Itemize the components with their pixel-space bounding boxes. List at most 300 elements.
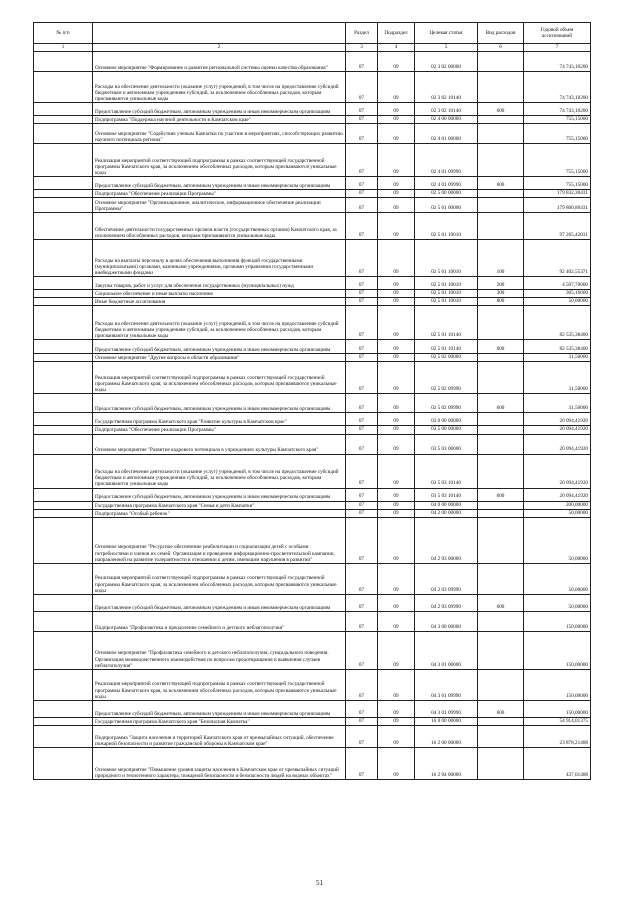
- cell-podrazdel: 09: [378, 509, 415, 517]
- cell-vid: [478, 717, 524, 725]
- cell-amount: 74 743,10200: [524, 52, 591, 72]
- cell-number: [34, 240, 93, 277]
- cell-number: [34, 501, 93, 509]
- cell-vid: [478, 611, 524, 631]
- cell-number: [34, 298, 93, 306]
- cell-name: Предоставление субсидий бюджетным, автономным учреждениям и иным некоммерческим организациям: [93, 177, 346, 190]
- cell-vid: 600: [478, 394, 524, 413]
- cell-amount: 755,15000: [524, 177, 591, 190]
- cell-name: Реализация мероприятий соответствующей подпрограммы в рамках соответствующей государственной программы Камчатского края, за исключением обособленных расходов, которым присваиваются уникальные коды: [93, 563, 346, 594]
- cell-podrazdel: 09: [378, 362, 415, 394]
- cell-number: [34, 340, 93, 354]
- cell-podrazdel: 09: [378, 394, 415, 413]
- cell-amount: 74 743,10200: [524, 103, 591, 116]
- table-row: [34, 103, 591, 116]
- cell-amount: 50,00000: [524, 563, 591, 594]
- cell-razdel: 07: [346, 362, 378, 394]
- cell-vid: [478, 747, 524, 779]
- table-row: [34, 509, 591, 517]
- col-header-article: Целевая статья: [415, 23, 478, 44]
- cell-name: Подпрограмма "Обеспечение реализации Программы": [93, 426, 346, 434]
- cell-name: Государственная программа Камчатского края "Семья и дети Камчатки": [93, 501, 346, 509]
- table-row: [34, 340, 591, 354]
- cell-razdel: 07: [346, 669, 378, 700]
- cell-podrazdel: 09: [378, 354, 415, 362]
- cell-amount: 50,00000: [524, 509, 591, 517]
- cell-name: Предоставление субсидий бюджетным, автономным учреждениям и иным некоммерческим организациям: [93, 103, 346, 116]
- cell-name: Расходы на обеспечение деятельности (оказание услуг) учреждений, в том числе на предоставление субсидий бюджетным и автономным учреждениям субсидий, за исключением обособленных расходов, которым присваиваются уникальные коды: [93, 72, 346, 103]
- cell-vid: [478, 72, 524, 103]
- col-header-razdel: Раздел: [346, 23, 378, 44]
- cell-number: [34, 454, 93, 488]
- cell-vid: [478, 354, 524, 362]
- table-row: [34, 717, 591, 725]
- cell-article: 04 2 03 00000: [415, 517, 478, 563]
- col-header-podrazdel: Подраздел: [378, 23, 415, 44]
- table-row: [34, 501, 591, 509]
- cell-number: [34, 563, 93, 594]
- cell-amount: 31,50000: [524, 354, 591, 362]
- cell-article: 02 3 02 10140: [415, 72, 478, 103]
- cell-number: [34, 509, 93, 517]
- cell-name: Подпрограмма "Поддержка научной деятельности в Камчатском крае": [93, 116, 346, 124]
- cell-article: 04 3 01 09990: [415, 669, 478, 700]
- col-number: 4: [378, 44, 415, 52]
- table-row: [34, 124, 591, 144]
- cell-podrazdel: 09: [378, 434, 415, 454]
- cell-article: 04 3 01 00000: [415, 631, 478, 669]
- cell-podrazdel: 09: [378, 177, 415, 190]
- cell-razdel: 07: [346, 124, 378, 144]
- cell-amount: 20 094,41920: [524, 434, 591, 454]
- cell-number: [34, 124, 93, 144]
- cell-number: [34, 669, 93, 700]
- cell-razdel: 07: [346, 501, 378, 509]
- cell-number: [34, 611, 93, 631]
- cell-vid: [478, 362, 524, 394]
- cell-podrazdel: 09: [378, 103, 415, 116]
- cell-razdel: 07: [346, 563, 378, 594]
- table-row: [34, 198, 591, 213]
- col-header-vid: Вид расходов: [478, 23, 524, 44]
- cell-podrazdel: 09: [378, 700, 415, 717]
- cell-podrazdel: 09: [378, 611, 415, 631]
- cell-name: Расходы на обеспечение деятельности (оказание услуг) учреждений, в том числе на предоставление субсидий бюджетным и автономным учреждениям субсидий, за исключением обособленных расходов, которым присваиваются уникальные коды: [93, 306, 346, 340]
- cell-name: Расходы на выплаты персоналу в целях обеспечения выполнения функций государственными (муниципальными) органами, казенными учреждениями, органами управления государственными внебюджетными фондами: [93, 240, 346, 277]
- table-row: [34, 413, 591, 426]
- cell-podrazdel: 09: [378, 501, 415, 509]
- cell-amount: 200,00000: [524, 501, 591, 509]
- cell-article: 16 2 00 00000: [415, 725, 478, 747]
- cell-razdel: 07: [346, 747, 378, 779]
- table-row: [34, 669, 591, 700]
- cell-article: 02 5 01 10010: [415, 290, 478, 298]
- cell-article: 04 2 03 09990: [415, 594, 478, 611]
- cell-number: [34, 72, 93, 103]
- cell-podrazdel: 09: [378, 198, 415, 213]
- cell-number: [34, 631, 93, 669]
- cell-razdel: 07: [346, 434, 378, 454]
- table-row: [34, 52, 591, 72]
- cell-amount: 92 402,55371: [524, 240, 591, 277]
- cell-name: Подпрограмма "Особый ребенок": [93, 509, 346, 517]
- table-row: [34, 594, 591, 611]
- cell-name: Основное мероприятие "Повышение уровня защиты населения в Камчатском крае от чрезвычайных ситуаций природного и техногенного характера, пожарной безопасности и безопасности людей на водных объектах": [93, 747, 346, 779]
- cell-amount: 31,50000: [524, 394, 591, 413]
- cell-article: 04 3 01 09990: [415, 700, 478, 717]
- cell-article: 16 0 00 00000: [415, 717, 478, 725]
- cell-razdel: 07: [346, 700, 378, 717]
- cell-amount: 97 265,42031: [524, 213, 591, 240]
- cell-podrazdel: 09: [378, 563, 415, 594]
- cell-article: 02 4 00 00000: [415, 116, 478, 124]
- cell-number: [34, 190, 93, 198]
- cell-article: 03 0 00 00000: [415, 413, 478, 426]
- budget-table: [33, 22, 591, 780]
- cell-razdel: 07: [346, 290, 378, 298]
- cell-amount: 54 914,01375: [524, 717, 591, 725]
- cell-razdel: 07: [346, 198, 378, 213]
- cell-podrazdel: 09: [378, 747, 415, 779]
- cell-vid: 600: [478, 700, 524, 717]
- cell-article: 02 3 02 00000: [415, 52, 478, 72]
- cell-vid: [478, 52, 524, 72]
- table-row: [34, 394, 591, 413]
- cell-vid: 100: [478, 240, 524, 277]
- cell-vid: [478, 517, 524, 563]
- cell-razdel: 07: [346, 631, 378, 669]
- cell-vid: [478, 725, 524, 747]
- table-body: [34, 52, 591, 780]
- cell-number: [34, 116, 93, 124]
- cell-name: Основное мероприятие "Формирование и развитие региональной системы оценки качества образования": [93, 52, 346, 72]
- cell-podrazdel: 09: [378, 717, 415, 725]
- cell-vid: [478, 413, 524, 426]
- cell-name: Основное мероприятие "Другие вопросы в области образования": [93, 354, 346, 362]
- cell-amount: 179 800,80431: [524, 198, 591, 213]
- table-row: [34, 517, 591, 563]
- cell-podrazdel: 09: [378, 340, 415, 354]
- cell-name: Реализация мероприятий соответствующей подпрограммы в рамках соответствующей государственной программы Камчатского края, за исключением обособленных расходов, которым присваиваются уникальные коды: [93, 669, 346, 700]
- col-header-amount: Годовой объем ассигнований: [524, 23, 591, 44]
- cell-razdel: 07: [346, 144, 378, 177]
- table-row: [34, 240, 591, 277]
- cell-article: 03 5 03 00000: [415, 434, 478, 454]
- table-row: [34, 290, 591, 298]
- cell-razdel: 07: [346, 340, 378, 354]
- cell-name: Реализация мероприятий соответствующей подпрограммы в рамках соответствующей государственной программы Камчатского края, за исключением обособленных расходов, которым присваиваются уникальные коды: [93, 362, 346, 394]
- cell-name: Основное мероприятие "Содействие ученым Камчатки по участию в мероприятиях, способствующих развитию научного потенциала региона": [93, 124, 346, 144]
- cell-number: [34, 413, 93, 426]
- cell-name: Государственная программа Камчатского края "Безопасная Камчатка": [93, 717, 346, 725]
- table-row: [34, 434, 591, 454]
- cell-number: [34, 725, 93, 747]
- cell-vid: 600: [478, 177, 524, 190]
- cell-podrazdel: 09: [378, 52, 415, 72]
- column-number-row: [34, 44, 591, 52]
- cell-number: [34, 747, 93, 779]
- cell-amount: 74 743,10200: [524, 72, 591, 103]
- cell-number: [34, 144, 93, 177]
- table-row: [34, 563, 591, 594]
- cell-article: 02 5 01 10140: [415, 340, 478, 354]
- cell-name: Предоставление субсидий бюджетным, автономным учреждениям и иным некоммерческим организациям: [93, 340, 346, 354]
- cell-number: [34, 354, 93, 362]
- cell-name: Подпрограмма "Защита населения и территорий Камчатского края от чрезвычайных ситуаций, обеспечение пожарной безопасности и развитие гражданской обороны в Камчатском крае": [93, 725, 346, 747]
- cell-amount: 755,15000: [524, 124, 591, 144]
- cell-amount: 755,15000: [524, 116, 591, 124]
- table-row: [34, 611, 591, 631]
- cell-name: Предоставление субсидий бюджетным, автономным учреждениям и иным некоммерческим организациям: [93, 594, 346, 611]
- cell-amount: 150,00000: [524, 700, 591, 717]
- cell-podrazdel: 09: [378, 124, 415, 144]
- table-row: [34, 747, 591, 779]
- cell-razdel: 07: [346, 52, 378, 72]
- cell-vid: [478, 116, 524, 124]
- cell-vid: [478, 563, 524, 594]
- cell-amount: 31,50000: [524, 362, 591, 394]
- cell-razdel: 07: [346, 594, 378, 611]
- cell-number: [34, 277, 93, 290]
- cell-number: [34, 717, 93, 725]
- table-row: [34, 426, 591, 434]
- cell-article: 02 5 01 10010: [415, 277, 478, 290]
- cell-vid: [478, 501, 524, 509]
- table-row: [34, 454, 591, 488]
- cell-podrazdel: 09: [378, 488, 415, 501]
- cell-amount: 150,00000: [524, 611, 591, 631]
- cell-number: [34, 103, 93, 116]
- cell-article: 02 5 02 09990: [415, 394, 478, 413]
- cell-number: [34, 52, 93, 72]
- col-header-name: [93, 23, 346, 44]
- cell-number: [34, 700, 93, 717]
- col-number: 1: [34, 44, 93, 52]
- budget-table-sheet: [33, 22, 590, 780]
- cell-vid: 600: [478, 103, 524, 116]
- cell-podrazdel: 09: [378, 213, 415, 240]
- cell-article: 02 5 01 10010: [415, 213, 478, 240]
- table-row: [34, 306, 591, 340]
- cell-vid: [478, 190, 524, 198]
- cell-vid: [478, 426, 524, 434]
- col-number: 5: [415, 44, 478, 52]
- page-number: 51: [316, 879, 323, 887]
- cell-vid: 800: [478, 298, 524, 306]
- cell-number: [34, 488, 93, 501]
- table-row: [34, 144, 591, 177]
- cell-razdel: 07: [346, 354, 378, 362]
- cell-article: 02 5 02 09990: [415, 362, 478, 394]
- cell-name: Предоставление субсидий бюджетным, автономным учреждениям и иным некоммерческим организациям: [93, 394, 346, 413]
- col-header-number: № п/п: [34, 23, 93, 44]
- cell-article: 02 5 00 00000: [415, 190, 478, 198]
- cell-article: 04 3 00 00000: [415, 611, 478, 631]
- cell-article: 02 5 01 10010: [415, 298, 478, 306]
- cell-article: 02 4 01 00000: [415, 124, 478, 144]
- cell-podrazdel: 09: [378, 290, 415, 298]
- cell-amount: 20 094,41920: [524, 454, 591, 488]
- cell-razdel: 07: [346, 454, 378, 488]
- cell-number: [34, 306, 93, 340]
- cell-amount: 50,00000: [524, 517, 591, 563]
- cell-amount: 50,00000: [524, 594, 591, 611]
- cell-razdel: 07: [346, 103, 378, 116]
- cell-name: Иные бюджетные ассигнования: [93, 298, 346, 306]
- cell-article: 02 5 01 00000: [415, 198, 478, 213]
- cell-vid: [478, 213, 524, 240]
- cell-amount: 20 094,41920: [524, 413, 591, 426]
- cell-number: [34, 213, 93, 240]
- cell-vid: [478, 124, 524, 144]
- cell-vid: [478, 144, 524, 177]
- cell-vid: [478, 669, 524, 700]
- cell-number: [34, 290, 93, 298]
- cell-razdel: 07: [346, 177, 378, 190]
- cell-podrazdel: 09: [378, 594, 415, 611]
- cell-amount: 82 535,38400: [524, 340, 591, 354]
- cell-amount: 23 878,21408: [524, 725, 591, 747]
- cell-podrazdel: 09: [378, 631, 415, 669]
- table-row: [34, 72, 591, 103]
- cell-razdel: 07: [346, 306, 378, 340]
- cell-article: 04 2 00 00000: [415, 509, 478, 517]
- cell-podrazdel: 09: [378, 454, 415, 488]
- cell-razdel: 07: [346, 213, 378, 240]
- cell-podrazdel: 09: [378, 277, 415, 290]
- cell-name: Социальное обеспечение и иные выплаты населению: [93, 290, 346, 298]
- cell-vid: [478, 631, 524, 669]
- cell-name: Закупка товаров, работ и услуг для обеспечения государственных (муниципальных) нужд: [93, 277, 346, 290]
- cell-razdel: 07: [346, 298, 378, 306]
- cell-name: Основное мероприятие "Ресурсное обеспечение реабилитации и социализации детей с особыми потребностями и членов их семей. Организация и проведение информационно-просветительской кампании, направленной на развитие толерантности в отношении к детям, имеющим нарушения в развитии": [93, 517, 346, 563]
- cell-podrazdel: 09: [378, 669, 415, 700]
- cell-amount: 50,00000: [524, 298, 591, 306]
- table-row: [34, 725, 591, 747]
- cell-article: 02 4 01 09990: [415, 144, 478, 177]
- cell-podrazdel: 09: [378, 517, 415, 563]
- cell-amount: 179 832,30431: [524, 190, 591, 198]
- cell-name: Обеспечение деятельности государственных органов власти (государственных органов) Камчатского края, за исключением обособленных расходов, которым присваиваются уникальные коды: [93, 213, 346, 240]
- cell-amount: 755,15000: [524, 144, 591, 177]
- cell-article: 03 5 00 00000: [415, 426, 478, 434]
- cell-name: Основное мероприятие "Развитие кадрового потенциала в учреждениях культуры Камчатского края": [93, 434, 346, 454]
- cell-article: 02 4 01 09990: [415, 177, 478, 190]
- cell-podrazdel: 09: [378, 240, 415, 277]
- table-row: [34, 298, 591, 306]
- cell-vid: [478, 434, 524, 454]
- cell-razdel: 07: [346, 394, 378, 413]
- cell-vid: 600: [478, 488, 524, 501]
- cell-vid: 300: [478, 290, 524, 298]
- cell-vid: [478, 306, 524, 340]
- cell-vid: 200: [478, 277, 524, 290]
- table-row: [34, 354, 591, 362]
- cell-name: Подпрограмма "Обеспечение реализации Программы": [93, 190, 346, 198]
- table-row: [34, 488, 591, 501]
- cell-razdel: 07: [346, 277, 378, 290]
- cell-number: [34, 517, 93, 563]
- table-row: [34, 190, 591, 198]
- cell-number: [34, 177, 93, 190]
- cell-article: 04 2 03 09990: [415, 563, 478, 594]
- cell-podrazdel: 09: [378, 426, 415, 434]
- table-row: [34, 116, 591, 124]
- cell-razdel: 07: [346, 413, 378, 426]
- cell-name: Основное мероприятие "Организационное, аналитическое, информационное обеспечение реализации Программы": [93, 198, 346, 213]
- cell-article: 03 5 03 10140: [415, 454, 478, 488]
- cell-razdel: 07: [346, 190, 378, 198]
- cell-number: [34, 362, 93, 394]
- cell-article: 02 5 01 10010: [415, 240, 478, 277]
- cell-podrazdel: 09: [378, 116, 415, 124]
- cell-number: [34, 394, 93, 413]
- cell-razdel: 07: [346, 517, 378, 563]
- cell-vid: 600: [478, 594, 524, 611]
- cell-article: 16 2 04 00000: [415, 747, 478, 779]
- cell-number: [34, 426, 93, 434]
- cell-amount: 150,00000: [524, 669, 591, 700]
- cell-name: Предоставление субсидий бюджетным, автономным учреждениям и иным некоммерческим организациям: [93, 488, 346, 501]
- cell-razdel: 07: [346, 509, 378, 517]
- cell-podrazdel: 09: [378, 144, 415, 177]
- cell-vid: [478, 509, 524, 517]
- cell-name: Подпрограмма "Профилактика и преодоление семейного и детского неблагополучия": [93, 611, 346, 631]
- cell-podrazdel: 09: [378, 190, 415, 198]
- cell-vid: 600: [478, 340, 524, 354]
- table-row: [34, 177, 591, 190]
- cell-amount: 437,01408: [524, 747, 591, 779]
- cell-name: Расходы на обеспечение деятельности (оказание услуг) учреждений, в том числе на предоставление субсидий бюджетным и автономным учреждениям субсидий, за исключением обособленных расходов, которым присваиваются уникальные коды: [93, 454, 346, 488]
- cell-podrazdel: 09: [378, 298, 415, 306]
- cell-name: Государственная программа Камчатского края "Развитие культуры в Камчатском крае": [93, 413, 346, 426]
- col-number: 6: [478, 44, 524, 52]
- cell-number: [34, 594, 93, 611]
- cell-vid: [478, 454, 524, 488]
- cell-article: 02 5 02 00000: [415, 354, 478, 362]
- table-row: [34, 277, 591, 290]
- cell-podrazdel: 09: [378, 725, 415, 747]
- cell-razdel: 07: [346, 611, 378, 631]
- cell-podrazdel: 09: [378, 413, 415, 426]
- table-header-row: [34, 23, 591, 44]
- cell-razdel: 07: [346, 72, 378, 103]
- col-number: 2: [93, 44, 346, 52]
- cell-name: Предоставление субсидий бюджетным, автономным учреждениям и иным некоммерческим организациям: [93, 700, 346, 717]
- cell-razdel: 07: [346, 240, 378, 277]
- cell-number: [34, 434, 93, 454]
- cell-amount: 150,00000: [524, 631, 591, 669]
- cell-amount: 20 094,41920: [524, 426, 591, 434]
- cell-vid: [478, 198, 524, 213]
- cell-number: [34, 198, 93, 213]
- table-row: [34, 362, 591, 394]
- cell-podrazdel: 09: [378, 72, 415, 103]
- cell-article: 02 5 01 10140: [415, 306, 478, 340]
- cell-name: Основное мероприятие "Профилактика семейного и детского неблагополучия, суицидального поведения. Организация межведомственного взаимодействия по вопросам предотвращения и выявления случаев неблагополучия": [93, 631, 346, 669]
- col-number: 7: [524, 44, 591, 52]
- table-row: [34, 213, 591, 240]
- cell-name: Реализация мероприятий соответствующей подпрограммы в рамках соответствующей государственной программы Камчатского края, за исключением обособленных расходов, которым присваиваются уникальные коды: [93, 144, 346, 177]
- cell-amount: 4 507,70000: [524, 277, 591, 290]
- cell-razdel: 07: [346, 488, 378, 501]
- cell-razdel: 07: [346, 426, 378, 434]
- cell-article: 03 5 03 10140: [415, 488, 478, 501]
- cell-razdel: 07: [346, 725, 378, 747]
- col-number: 3: [346, 44, 378, 52]
- cell-article: 04 0 00 00000: [415, 501, 478, 509]
- table-row: [34, 700, 591, 717]
